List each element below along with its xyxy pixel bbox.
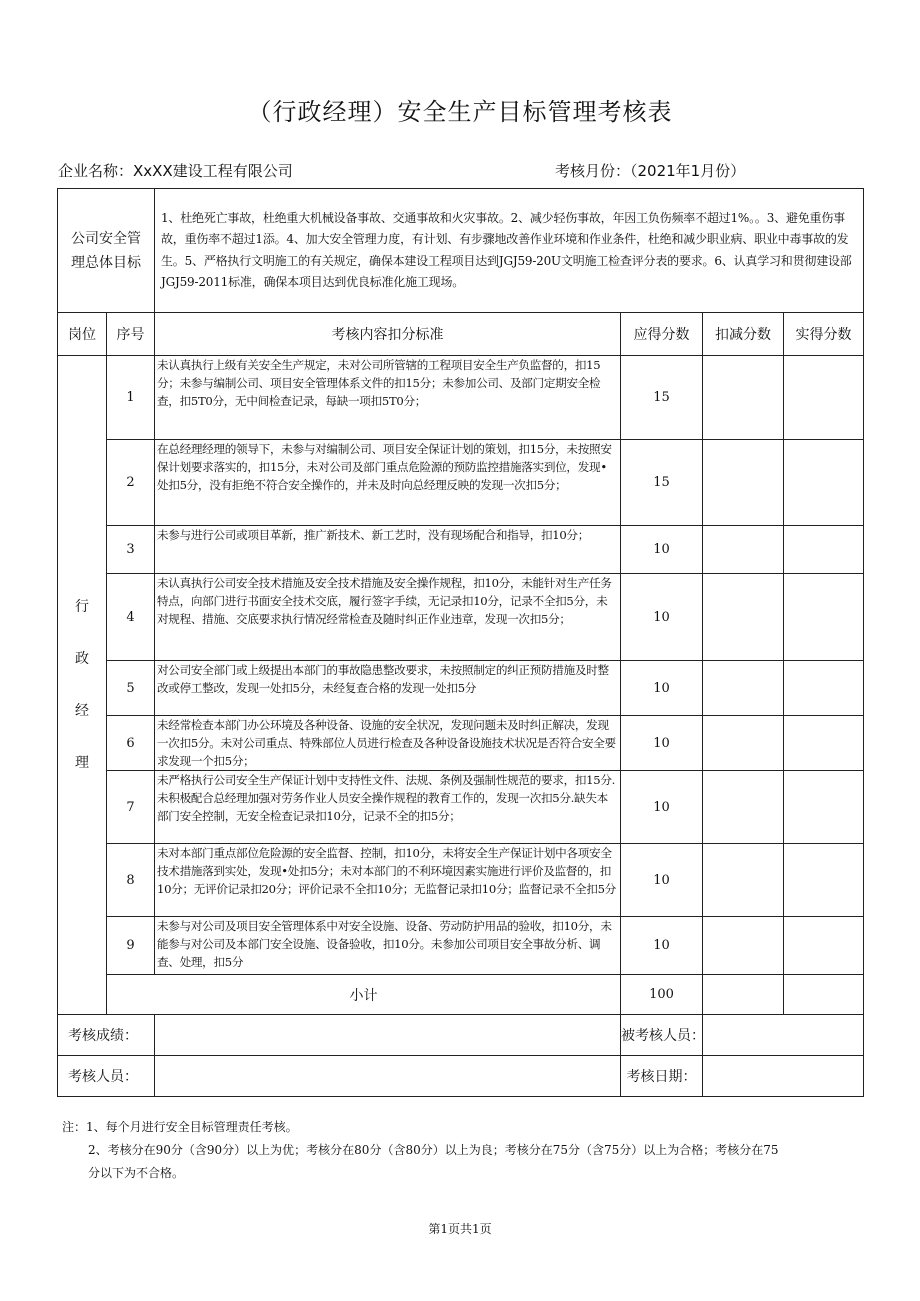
- row-deduct-cell[interactable]: [703, 917, 784, 975]
- assessor-label: 考核人员：: [58, 1056, 155, 1097]
- header-deduct-score: 扣减分数: [703, 313, 784, 356]
- footer-row-result: [58, 1015, 864, 1056]
- row-score: 10: [621, 526, 703, 574]
- row-actual-cell[interactable]: [784, 526, 864, 574]
- row-deduct-cell[interactable]: [703, 844, 784, 917]
- subtotal-row: [58, 975, 864, 1015]
- row-actual-cell[interactable]: [784, 844, 864, 917]
- row-actual-cell[interactable]: [784, 917, 864, 975]
- row-score: 10: [621, 661, 703, 716]
- note-line-3: 分以下为不合格。: [88, 1166, 185, 1180]
- page-number: 第1页共1页: [428, 1222, 492, 1236]
- note-line-2: 2、考核分在90分（含90分）以上为优；考核分在80分（含80分）以上为良；考核分在75分（含75分）以上为合格；考核分在75: [88, 1143, 779, 1157]
- post-cell: 行 政 经 理: [58, 356, 107, 1015]
- row-score: 10: [621, 844, 703, 917]
- row-score: 10: [621, 716, 703, 771]
- header-actual-score: 实得分数: [784, 313, 864, 356]
- row-seq: 4: [107, 574, 155, 661]
- table-row: [58, 661, 864, 716]
- row-deduct-cell[interactable]: [703, 526, 784, 574]
- assessment-date-value-cell[interactable]: [703, 1056, 864, 1097]
- result-value-cell[interactable]: [155, 1015, 621, 1056]
- header-due-score: 应得分数: [621, 313, 703, 356]
- table-row: [58, 526, 864, 574]
- assessment-table: [57, 188, 864, 1097]
- row-criteria: 未认真执行公司安全技术措施及安全技术措施及安全操作规程，扣10分，未能针对生产任务特点，向部门进行书面安全技术交底，履行签字手续，无记录扣10分，记录不全扣5分，未对规程、措施、交底要求执行情况经常检查及随时纠正作业违章，发现一次扣5分；: [155, 574, 621, 661]
- table-row: [58, 574, 864, 661]
- goal-text: 1、杜绝死亡事故，杜绝重大机械设备事故、交通事故和火灾事故。2、减少轻伤事故，年因工负伤频率不超过1%。。3、避免重伤事故，重伤率不超过1添。4、加大安全管理力度，有计划、有步骤地改善作业环境和作业条件，杜绝和减少职业病、职业中毒事故的发生。5、严格执行文明施工的有关规定，确保本建设工程项目达到JGJ59-20U文明施工检查评分表的要求。6、认真学习和贯彻建设部JGJ59-2011标准，确保本项目达到优良标准化施工现场。: [155, 189, 864, 313]
- row-criteria: 对公司安全部门或上级提出本部门的事故隐患整改要求，未按照制定的纠正预防措施及时整改或停工整改，发现一处扣5分，未经复查合格的发现一处扣5分: [155, 661, 621, 716]
- header-post: 岗位: [58, 313, 107, 356]
- table-row: [58, 844, 864, 917]
- row-actual-cell[interactable]: [784, 771, 864, 844]
- result-label: 考核成绩：: [58, 1015, 155, 1056]
- subtotal-deduct-cell[interactable]: [703, 975, 784, 1015]
- assessed-person-label: 被考核人员：: [621, 1015, 703, 1056]
- row-deduct-cell[interactable]: [703, 661, 784, 716]
- row-seq: 9: [107, 917, 155, 975]
- subtotal-label: 小计: [107, 975, 621, 1015]
- row-score: 15: [621, 356, 703, 440]
- row-criteria: 未参与对公司及项目安全管理体系中对安全设施、设备、劳动防护用品的验收，扣10分，未能参与对公司及本部门安全设施、设备验收，扣10分。未参加公司项目安全事故分析、调查、处理，扣5分: [155, 917, 621, 975]
- company-name: 企业名称：XxXX建设工程有限公司: [58, 162, 293, 180]
- table-row: [58, 771, 864, 844]
- row-deduct-cell[interactable]: [703, 771, 784, 844]
- header-seq: 序号: [107, 313, 155, 356]
- row-criteria: 未参与进行公司或项目革新，推广新技术、新工艺时，没有现场配合和指导，扣10分；: [155, 526, 621, 574]
- row-seq: 1: [107, 356, 155, 440]
- assessed-person-value-cell[interactable]: [703, 1015, 864, 1056]
- table-row: [58, 356, 864, 440]
- table-row: [58, 917, 864, 975]
- note-line-1: 注：1、每个月进行安全目标管理责任考核。: [62, 1120, 298, 1134]
- row-actual-cell[interactable]: [784, 716, 864, 771]
- row-seq: 8: [107, 844, 155, 917]
- footer-row-assessor: [58, 1056, 864, 1097]
- row-criteria: 未经常检查本部门办公环境及各种设备、设施的安全状况，发现问题未及时纠正解决，发现一次扣5分。未对公司重点、特殊部位人员进行检查及各种设备设施技术状况是否符合安全要求发现一个扣5分；: [155, 716, 621, 771]
- subtotal-score: 100: [621, 975, 703, 1015]
- assessment-month: 考核月份：（2021年1月份）: [555, 162, 746, 180]
- header-row: [58, 313, 864, 356]
- row-score: 10: [621, 771, 703, 844]
- assessor-value-cell[interactable]: [155, 1056, 621, 1097]
- table-row: [58, 716, 864, 771]
- row-seq: 3: [107, 526, 155, 574]
- page-title: （行政经理）安全生产目标管理考核表: [247, 98, 673, 126]
- row-criteria: 在总经理经理的领导下，未参与对编制公司、项目安全保证计划的策划，扣15分，未按照安保计划要求落实的，扣15分，未对公司及部门重点危险源的预防监控措施落实到位，发现•处扣5分，没有拒绝不符合安全操作的，并未及时向总经理反映的发现一次扣5分；: [155, 440, 621, 526]
- row-actual-cell[interactable]: [784, 661, 864, 716]
- row-score: 10: [621, 917, 703, 975]
- row-seq: 6: [107, 716, 155, 771]
- subtotal-actual-cell[interactable]: [784, 975, 864, 1015]
- row-deduct-cell[interactable]: [703, 574, 784, 661]
- goal-row: [58, 189, 864, 313]
- row-deduct-cell[interactable]: [703, 440, 784, 526]
- assessment-date-label: 考核日期：: [621, 1056, 703, 1097]
- row-seq: 2: [107, 440, 155, 526]
- row-seq: 7: [107, 771, 155, 844]
- table-row: [58, 440, 864, 526]
- row-seq: 5: [107, 661, 155, 716]
- header-criteria: 考核内容扣分标准: [155, 313, 621, 356]
- goal-label: 公司安全管 理总体目标: [58, 189, 155, 313]
- row-criteria: 未严格执行公司安全生产保证计划中支持性文件、法规、条例及强制性规范的要求，扣15分.未积极配合总经理加强对劳务作业人员安全操作规程的教育工作的，发现一次扣5分.缺失本部门安全控制，无安全检查记录扣10分，记录不全的扣5分；: [155, 771, 621, 844]
- row-score: 10: [621, 574, 703, 661]
- row-score: 15: [621, 440, 703, 526]
- row-criteria: 未对本部门重点部位危险源的安全监督、控制，扣10分，未将安全生产保证计划中各项安全技术措施落到实处，发现•处扣5分；未对本部门的不利环境因素实施进行评价及监督的，扣10分；无评价记录扣20分；评价记录不全扣10分；无监督记录扣10分；监督记录不全扣5分: [155, 844, 621, 917]
- row-criteria: 未认真执行上级有关安全生产规定，未对公司所管辖的工程项目安全生产负监督的，扣15分；未参与编制公司、项目安全管理体系文件的扣15分；未参加公司、及部门定期安全检查，扣5T0分，无中间检查记录，每缺一项扣5T0分；: [155, 356, 621, 440]
- row-deduct-cell[interactable]: [703, 716, 784, 771]
- row-actual-cell[interactable]: [784, 356, 864, 440]
- row-deduct-cell[interactable]: [703, 356, 784, 440]
- row-actual-cell[interactable]: [784, 574, 864, 661]
- notes: [62, 1116, 867, 1185]
- row-actual-cell[interactable]: [784, 440, 864, 526]
